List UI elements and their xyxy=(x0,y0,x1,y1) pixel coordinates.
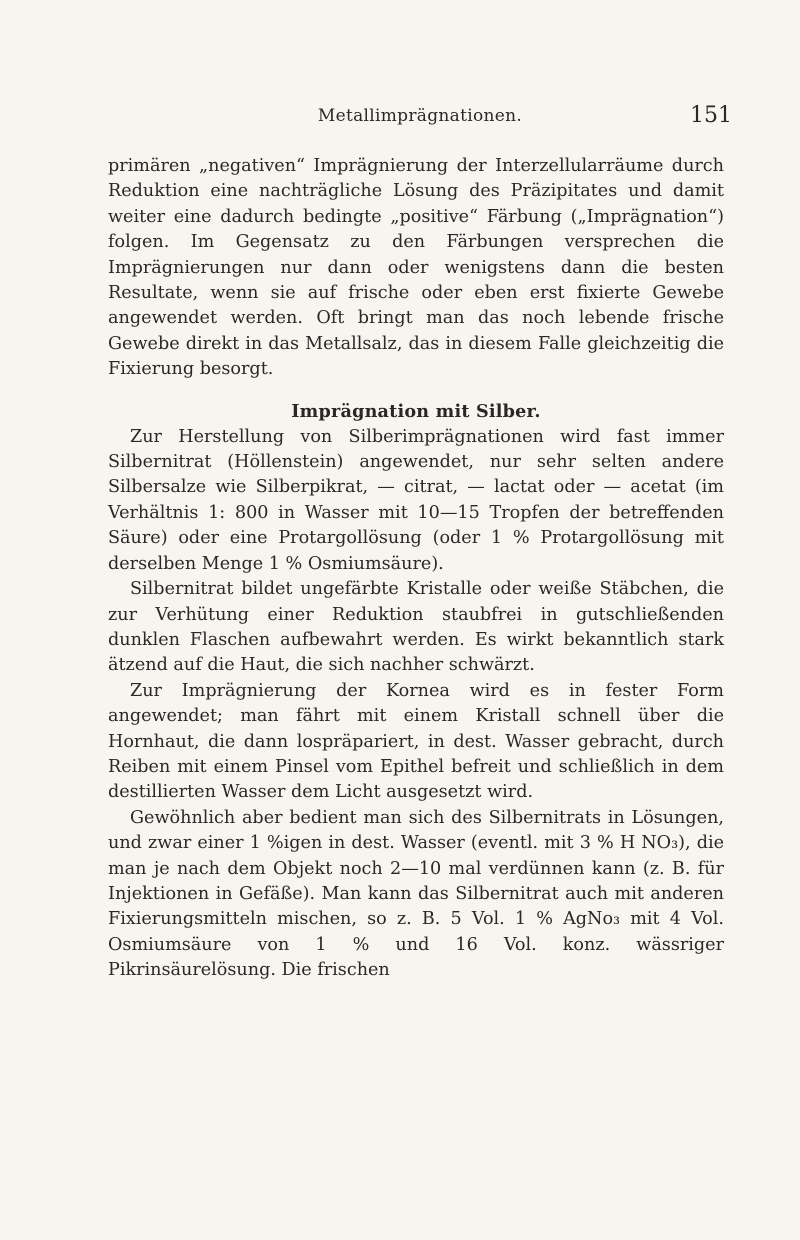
section-heading: Imprägnation mit Silber. xyxy=(291,400,541,422)
paragraph-continuation: primären „negativen“ Imprägnierung der Interzellularräume durch Reduktion eine nachträgliche Lösung des Präzipitates und damit weiter eine dadurch bedingte „positive“ Färbung („Imprägnation“) folgen. Im Gegensatz zu den Färbungen versprechen die Imprägnierungen nur dann oder wenigstens dann die besten Resultate, wenn sie auf frische oder eben erst fixierte Gewebe angewendet werden. Oft bringt man das noch lebende frische Gewebe direkt in das Metallsalz, das in diesem Falle gleichzeitig die Fixierung besorgt. xyxy=(108,156,724,380)
running-head xyxy=(108,103,732,136)
paragraph-solutions: Gewöhnlich aber bedient man sich des Silbernitrats in Lösungen, und zwar einer 1 %igen in dest. Wasser (eventl. mit 3 % H NO₃), die man je nach dem Objekt noch 2—10 mal verdünnen kann (z. B. für Injektionen in Gefäße). Man kann das Silbernitrat auch mit anderen Fixierungsmitteln mischen, so z. B. 5 Vol. 1 % AgNo₃ mit 4 Vol. Osmiumsäure von 1 % und 16 Vol. konz. wässriger Pikrinsäurelösung. Die frischen xyxy=(108,807,724,981)
body-text xyxy=(108,154,724,984)
paragraph-silver-salts: Zur Herstellung von Silberimprägnationen wird fast immer Silbernitrat (Höllenstein) angewendet, nur sehr selten andere Silbersalze wie Silberpikrat, — citrat, — lactat oder — acetat (im Verhältnis 1: 800 in Wasser mit 10—15 Tropfen der betreffenden Säure) oder eine Protargollösung (oder 1 % Protargollösung mit derselben Menge 1 % Osmiumsäure). xyxy=(108,426,724,574)
page-number: 151 xyxy=(690,103,732,128)
running-title: Metallimprägnationen. xyxy=(317,106,523,126)
paragraph-silver-nitrate: Silbernitrat bildet ungefärbte Kristalle oder weiße Stäbchen, die zur Verhütung einer Reduktion staubfrei in gutschließenden dunklen Flaschen aufbewahrt werden. Es wirkt bekanntlich stark ätzend auf die Haut, die sich nachher schwärzt. xyxy=(108,579,724,676)
paragraph-cornea: Zur Imprägnierung der Kornea wird es in fester Form angewendet; man fährt mit einem Kristall schnell über die Hornhaut, die dann lospräpariert, in dest. Wasser gebracht, durch Reiben mit einem Pinsel vom Epithel befreit und schließlich in dem destillierten Wasser dem Licht ausgesetzt wird. xyxy=(108,680,724,803)
